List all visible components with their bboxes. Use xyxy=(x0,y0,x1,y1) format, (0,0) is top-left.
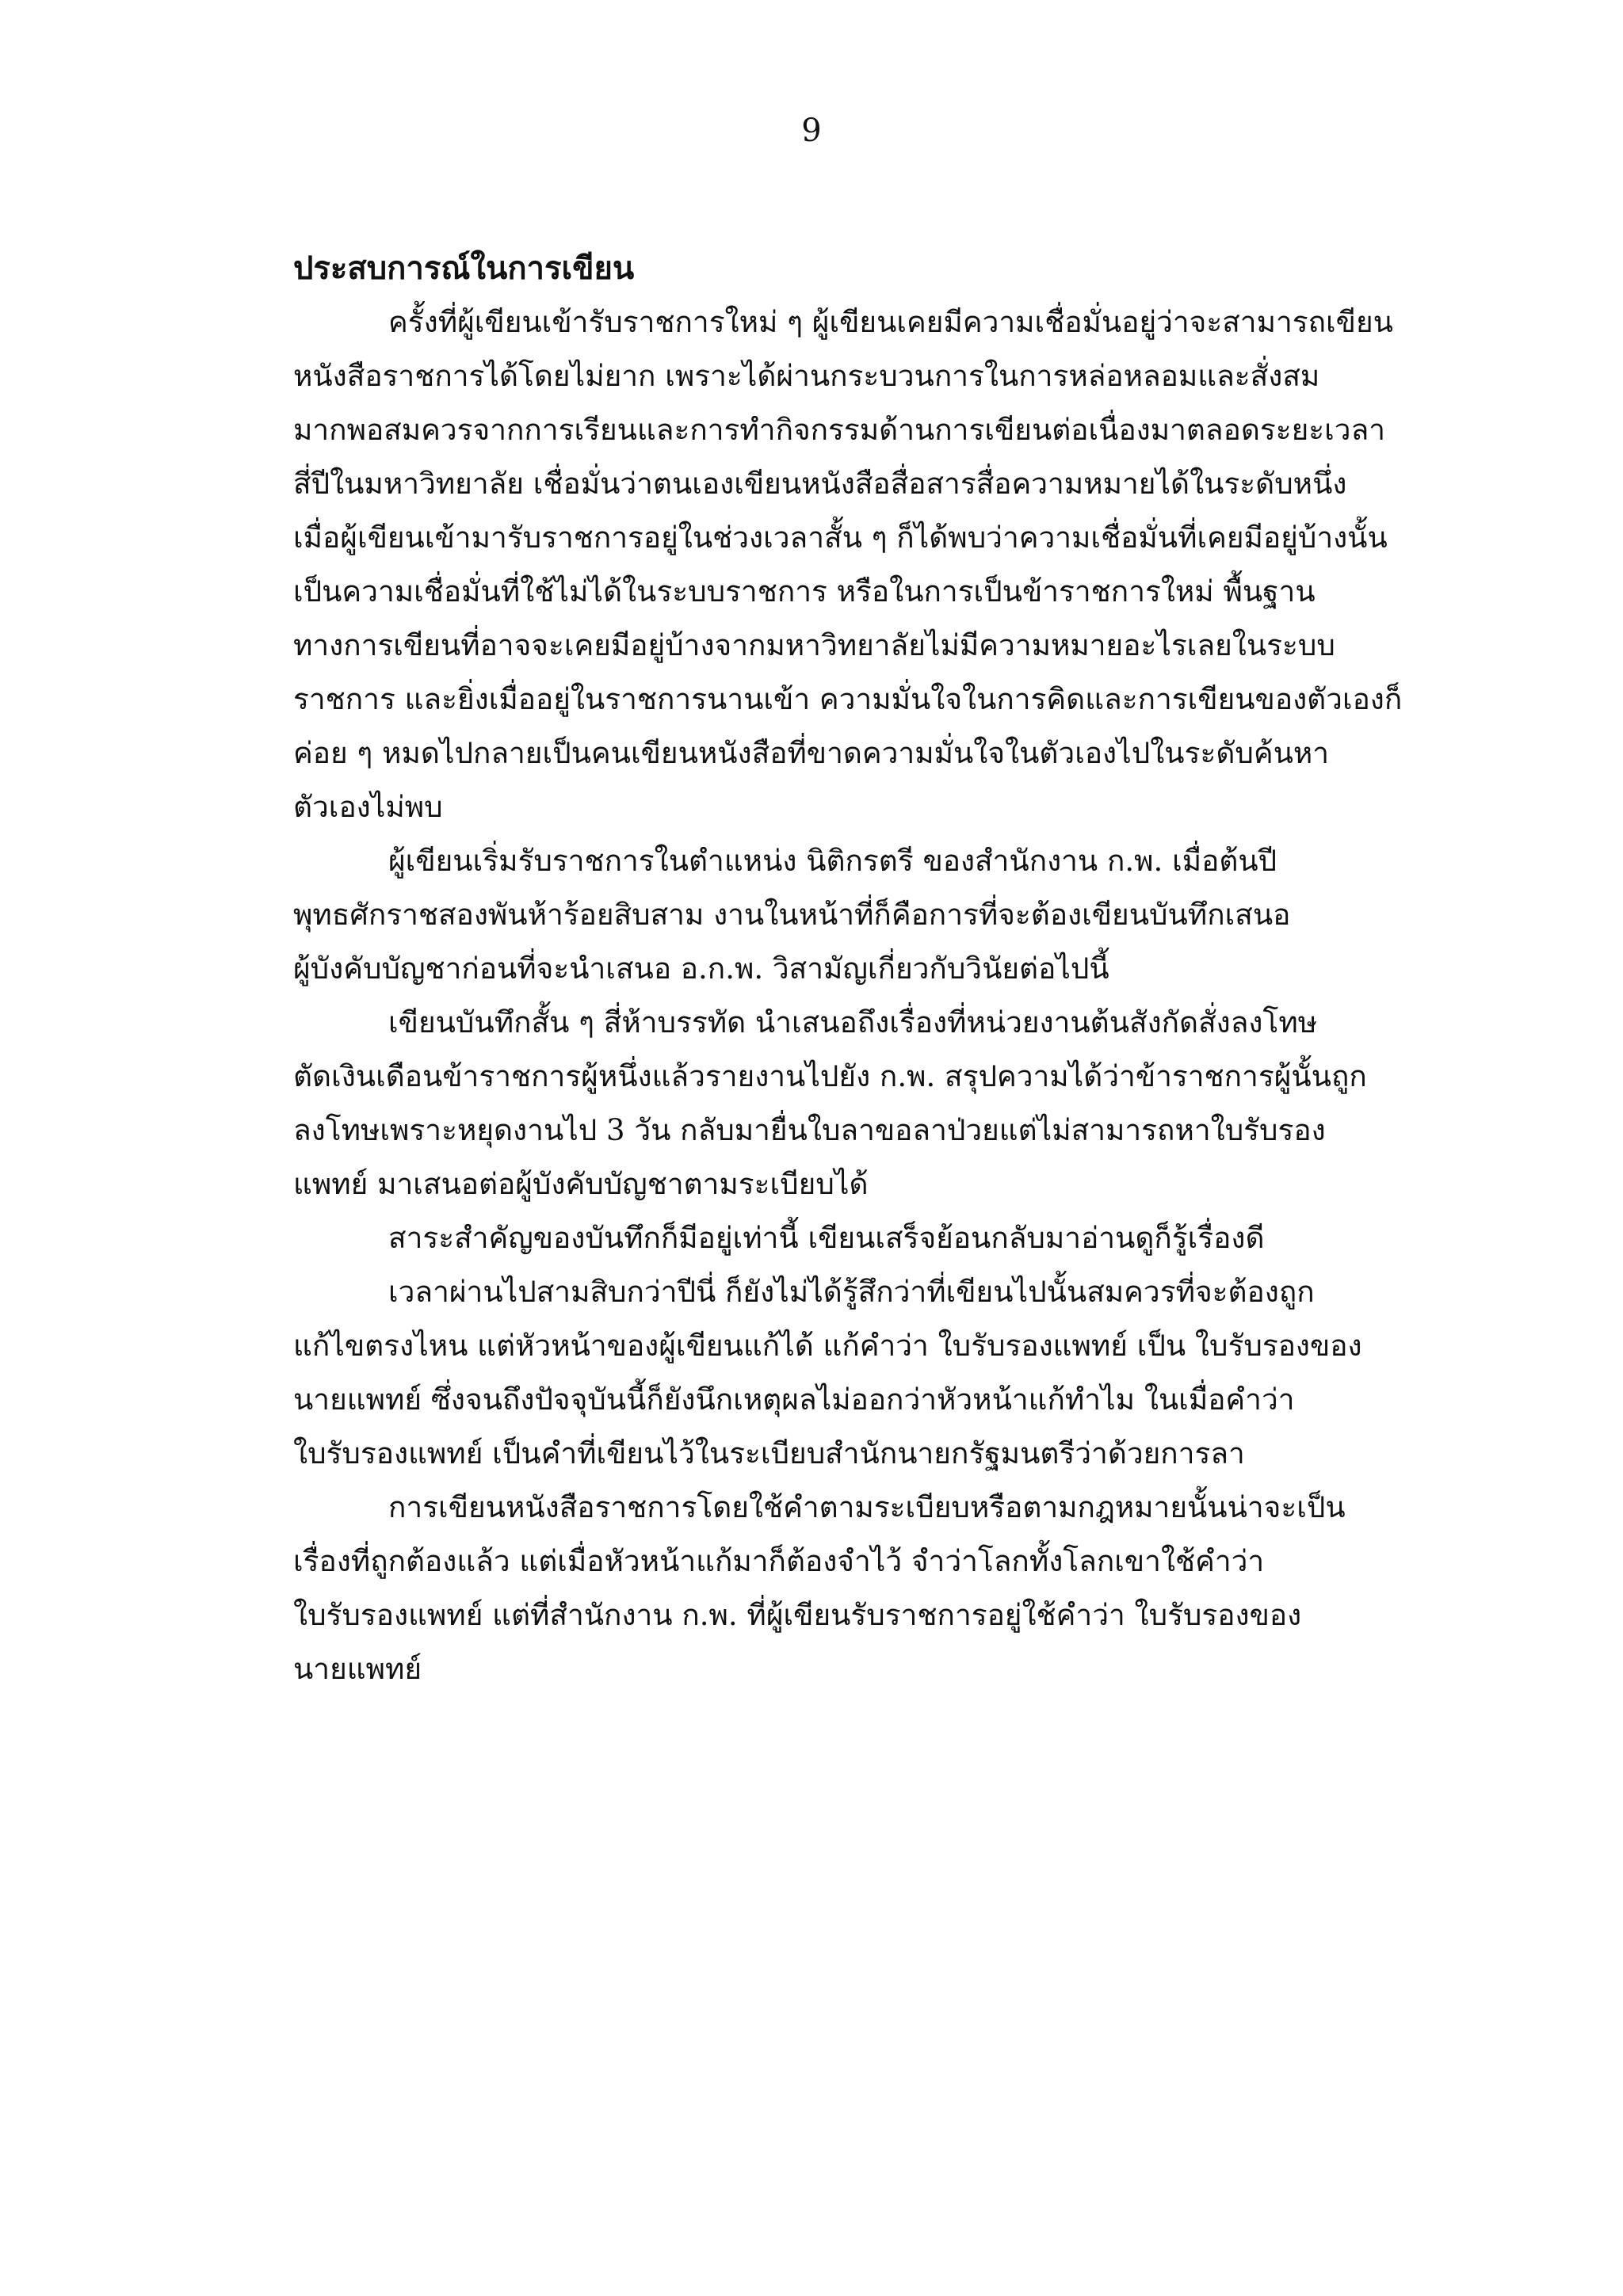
text-line: ราชการ และยิ่งเมื่ออยู่ในราชการนานเข้า ความมั่นใจในการคิดและการเขียนของตัวเองก็ xyxy=(293,682,1403,716)
text-line: ผู้บังคับบัญชาก่อนที่จะนำเสนอ อ.ก.พ. วิสามัญเกี่ยวกับวินัยต่อไปนี้ xyxy=(293,952,1109,986)
text-line: เรื่องที่ถูกต้องแล้ว แต่เมื่อหัวหน้าแก้มาก็ต้องจำไว้ จำว่าโลกทั้งโลกเขาใช้คำว่า xyxy=(293,1544,1265,1578)
text-line: นายแพทย์ ซึ่งจนถึงปัจจุบันนี้ก็ยังนึกเหตุผลไม่ออกว่าหัวหน้าแก้ทำไม ในเมื่อคำว่า xyxy=(293,1383,1295,1417)
text-line: ค่อย ๆ หมดไปกลายเป็นคนเขียนหนังสือที่ขาดความมั่นใจในตัวเองไปในระดับค้นหา xyxy=(293,736,1330,770)
text-line: สี่ปีในมหาวิทยาลัย เชื่อมั่นว่าตนเองเขียนหนังสือสื่อสารสื่อความหมายได้ในระดับหนึ่ง xyxy=(293,467,1347,501)
paragraph xyxy=(293,296,1426,834)
text-line: หนังสือราชการได้โดยไม่ยาก เพราะได้ผ่านกระบวนการในการหล่อหลอมและสั่งสม xyxy=(293,359,1320,393)
text-line: นายแพทย์ xyxy=(293,1652,422,1686)
paragraph xyxy=(293,1211,1426,1265)
text-line: ทางการเขียนที่อาจจะเคยมีอยู่บ้างจากมหาวิทยาลัยไม่มีความหมายอะไรเลยในระบบ xyxy=(293,628,1335,662)
text-line: ครั้งที่ผู้เขียนเข้ารับราชการใหม่ ๆ ผู้เขียนเคยมีความเชื่อมั่นอยู่ว่าจะสามารถเขียน xyxy=(388,305,1393,339)
body-text xyxy=(293,242,1426,1696)
text-line: เวลาผ่านไปสามสิบกว่าปีนี่ ก็ยังไม่ได้รู้สึกว่าที่เขียนไปนั้นสมควรที่จะต้องถูก xyxy=(388,1275,1315,1309)
paragraph xyxy=(293,834,1426,996)
section-heading: ประสบการณ์ในการเขียน xyxy=(293,250,635,287)
text-line: การเขียนหนังสือราชการโดยใช้คำตามระเบียบหรือตามกฎหมายนั้นน่าจะเป็น xyxy=(388,1490,1346,1524)
text-line: เขียนบันทึกสั้น ๆ สี่ห้าบรรทัด นำเสนอถึงเรื่องที่หน่วยงานต้นสังกัดสั่งลงโทษ xyxy=(388,1005,1318,1039)
text-line: ใบรับรองแพทย์ เป็นคำที่เขียนไว้ในระเบียบสำนักนายกรัฐมนตรีว่าด้วยการลา xyxy=(293,1436,1245,1470)
text-line: แก้ไขตรงไหน แต่หัวหน้าของผู้เขียนแก้ได้ แก้คำว่า ใบรับรองแพทย์ เป็น ใบรับรองของ xyxy=(293,1329,1362,1363)
text-line: ตัวเองไม่พบ xyxy=(293,790,443,824)
text-line: เมื่อผู้เขียนเข้ามารับราชการอยู่ในช่วงเวลาสั้น ๆ ก็ได้พบว่าความเชื่อมั่นที่เคยมีอยู่บ้างนั้น xyxy=(293,521,1388,555)
paragraph xyxy=(293,1265,1426,1481)
text-line: ลงโทษเพราะหยุดงานไป 3 วัน กลับมายื่นใบลาขอลาป่วยแต่ไม่สามารถหาใบรับรอง xyxy=(293,1113,1326,1147)
paragraph xyxy=(293,996,1426,1211)
text-line: แพทย์ มาเสนอต่อผู้บังคับบัญชาตามระเบียบได้ xyxy=(293,1167,869,1201)
page-number: 9 xyxy=(801,113,822,149)
text-line: สาระสำคัญของบันทึกก็มีอยู่เท่านี้ เขียนเสร็จย้อนกลับมาอ่านดูก็รู้เรื่องดี xyxy=(388,1221,1265,1255)
text-line: มากพอสมควรจากการเรียนและการทำกิจกรรมด้านการเขียนต่อเนื่องมาตลอดระยะเวลา xyxy=(293,413,1386,447)
text-line: เป็นความเชื่อมั่นที่ใช้ไม่ได้ในระบบราชการ หรือในการเป็นข้าราชการใหม่ พื้นฐาน xyxy=(293,574,1316,608)
text-line: พุทธศักราชสองพันห้าร้อยสิบสาม งานในหน้าที่ก็คือการที่จะต้องเขียนบันทึกเสนอ xyxy=(293,898,1291,932)
text-line: ผู้เขียนเริ่มรับราชการในตำแหน่ง นิติกรตรี ของสำนักงาน ก.พ. เมื่อต้นปี xyxy=(388,844,1277,878)
text-line: ใบรับรองแพทย์ แต่ที่สำนักงาน ก.พ. ที่ผู้เขียนรับราชการอยู่ใช้คำว่า ใบรับรองของ xyxy=(293,1598,1302,1632)
text-line: ตัดเงินเดือนข้าราชการผู้หนึ่งแล้วรายงานไปยัง ก.พ. สรุปความได้ว่าข้าราชการผู้นั้นถูก xyxy=(293,1059,1367,1093)
paragraph xyxy=(293,1481,1426,1696)
